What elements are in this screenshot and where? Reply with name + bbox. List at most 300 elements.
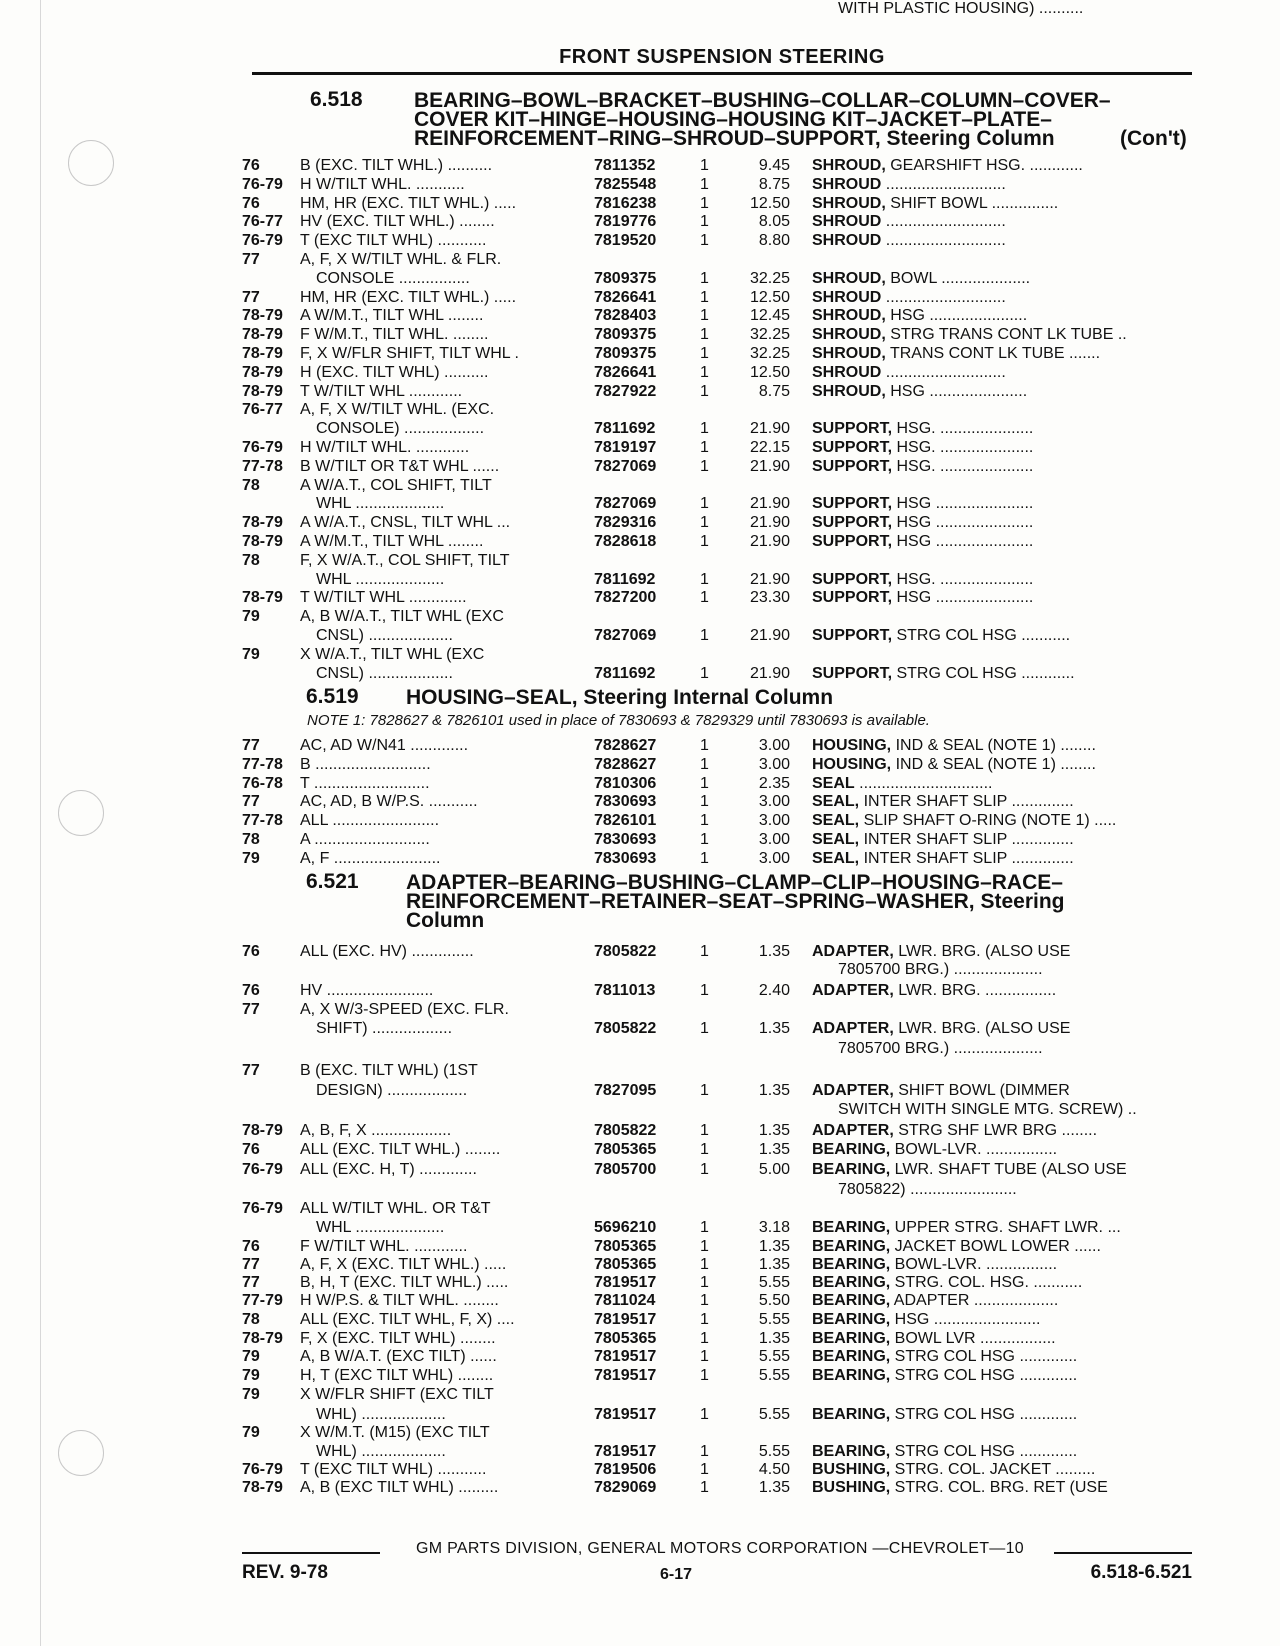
price: 12.50 <box>749 288 790 306</box>
part-row <box>242 756 1200 774</box>
part-detail: ........................... <box>881 175 1006 193</box>
part-name: BUSHING, <box>812 1479 891 1496</box>
price: 3.00 <box>758 793 790 811</box>
part-name: BEARING, <box>812 1292 891 1309</box>
description <box>812 1330 1200 1348</box>
price: 3.00 <box>758 831 790 848</box>
model-year: 78 <box>242 831 260 848</box>
quantity: 1 <box>700 514 709 532</box>
part-number: 7809375 <box>594 326 657 344</box>
part-detail: LWR. BRG. ................ <box>893 982 1057 999</box>
part-name: SEAL, <box>812 812 860 830</box>
part-row <box>242 812 1200 830</box>
price: 1.35 <box>758 1141 790 1158</box>
quantity: 1 <box>700 1219 709 1236</box>
part-name: BEARING, <box>812 1406 891 1423</box>
description <box>812 1443 1200 1461</box>
part-row <box>242 1161 1200 1179</box>
application: ALL W/TILT WHL. OR T&T <box>300 1200 491 1217</box>
part-name: SUPPORT, <box>812 664 893 682</box>
footer-section-range: 6.518-6.521 <box>1090 1562 1192 1583</box>
quantity: 1 <box>700 1082 709 1099</box>
description <box>812 756 1200 774</box>
application: WHL) ................... <box>316 1406 446 1423</box>
part-number: 7819517 <box>594 1274 657 1291</box>
page-header: FRONT SUSPENSION STEERING <box>559 46 885 68</box>
part-number: 7805365 <box>594 1238 657 1255</box>
price: 21.90 <box>749 420 790 438</box>
part-number: 7825548 <box>594 175 657 193</box>
part-row <box>242 1200 1200 1218</box>
description <box>812 1479 1200 1497</box>
model-year: 77 <box>242 793 260 811</box>
part-detail: HSG ........................ <box>890 1311 1041 1328</box>
quantity: 1 <box>700 1367 709 1384</box>
part-number: 7805365 <box>594 1141 657 1158</box>
part-detail: STRG. COL. HSG. ........... <box>890 1274 1083 1291</box>
application: ALL (EXC. H, T) ............. <box>300 1161 477 1178</box>
part-detail: INTER SHAFT SLIP .............. <box>859 849 1074 867</box>
quantity: 1 <box>700 1443 709 1460</box>
part-detail: INTER SHAFT SLIP .............. <box>859 793 1074 811</box>
part-name: SHROUD, <box>812 307 886 325</box>
description <box>812 420 1200 438</box>
application: X W/A.T., TILT WHL (EXC <box>300 645 485 663</box>
quantity: 1 <box>700 175 709 193</box>
part-row <box>242 850 1200 868</box>
part-detail: STRG COL HSG ............ <box>892 664 1075 682</box>
description <box>812 439 1200 457</box>
part-number: 7827200 <box>594 589 657 607</box>
quantity: 1 <box>700 849 709 867</box>
description <box>812 627 1200 645</box>
model-year: 76-79 <box>242 439 283 456</box>
quantity: 1 <box>700 363 709 381</box>
part-name: SHROUD, <box>812 326 886 344</box>
quantity: 1 <box>700 288 709 306</box>
price: 1.35 <box>758 1330 790 1347</box>
part-row <box>242 1479 1200 1497</box>
description <box>812 364 1200 382</box>
description <box>812 1274 1200 1292</box>
part-row <box>242 420 1200 438</box>
quantity: 1 <box>700 1256 709 1273</box>
part-name: SHROUD <box>812 213 882 231</box>
punch-hole <box>58 790 104 836</box>
part-row <box>242 364 1200 382</box>
description <box>812 1256 1200 1274</box>
part-row <box>242 1330 1200 1348</box>
part-row <box>242 571 1200 589</box>
header-rule <box>252 72 1192 75</box>
part-name: SEAL, <box>812 849 860 867</box>
application: A, B (EXC TILT WHL) ......... <box>300 1479 499 1496</box>
description <box>812 1292 1200 1310</box>
application: CONSOLE ................ <box>316 269 470 287</box>
price: 5.00 <box>758 1161 790 1178</box>
application: WHL) ................... <box>316 1443 446 1460</box>
description <box>838 961 1200 979</box>
part-detail: HSG. ..................... <box>892 439 1034 456</box>
part-detail: HSG ...................... <box>885 382 1028 400</box>
section-title-line: BEARING–BOWL–BRACKET–BUSHING–COLLAR–COLUMN–COVER– <box>414 89 1111 112</box>
quantity: 1 <box>700 1020 709 1037</box>
model-year: 77 <box>242 251 260 268</box>
part-detail: LWR. BRG. (ALSO USE <box>893 943 1071 960</box>
description <box>812 1406 1200 1424</box>
part-row <box>242 589 1200 607</box>
part-number: 7826101 <box>594 812 657 830</box>
part-row <box>242 1062 1200 1080</box>
description <box>812 458 1200 476</box>
footer-publisher: GM PARTS DIVISION, GENERAL MOTORS CORPORATION —CHEVROLET—10 <box>415 1540 1025 1557</box>
model-year: 76 <box>242 943 260 960</box>
part-row <box>242 1082 1200 1100</box>
model-year: 76 <box>242 1141 260 1158</box>
section-number: 6.519 <box>306 685 359 708</box>
part-detail: SHIFT BOWL ............... <box>885 194 1059 212</box>
price: 2.40 <box>758 982 790 999</box>
quantity: 1 <box>700 1161 709 1178</box>
part-detail: HSG ...................... <box>892 514 1034 532</box>
model-year: 76-77 <box>242 213 283 231</box>
description <box>812 157 1200 175</box>
quantity: 1 <box>700 774 709 792</box>
part-name: SUPPORT, <box>812 533 893 550</box>
model-year: 78-79 <box>242 382 283 400</box>
quantity: 1 <box>700 793 709 811</box>
part-row <box>242 1001 1200 1019</box>
part-row <box>242 1040 1200 1058</box>
price: 1.35 <box>758 1479 790 1496</box>
description <box>812 943 1200 961</box>
application: A, B W/A.T., TILT WHL (EXC <box>300 608 504 626</box>
quantity: 1 <box>700 345 709 362</box>
model-year: 79 <box>242 645 260 663</box>
price: 8.80 <box>758 232 790 250</box>
footer-rule <box>242 1552 380 1554</box>
model-year: 78-79 <box>242 345 283 362</box>
quantity: 1 <box>700 982 709 999</box>
description <box>812 495 1200 513</box>
quantity: 1 <box>700 1348 709 1365</box>
part-row <box>242 307 1200 325</box>
part-row <box>242 195 1200 213</box>
description <box>812 1020 1200 1038</box>
part-row <box>242 1122 1200 1140</box>
part-detail: INTER SHAFT SLIP .............. <box>859 831 1074 848</box>
quantity: 1 <box>700 1238 709 1255</box>
part-row <box>242 793 1200 811</box>
model-year: 79 <box>242 608 260 626</box>
part-row <box>242 1141 1200 1159</box>
part-number: 7811352 <box>594 157 656 174</box>
application: B (EXC. TILT WHL.) .......... <box>300 157 493 174</box>
part-detail: BOWL-LVR. ................ <box>890 1256 1058 1273</box>
description <box>812 383 1200 401</box>
price: 1.35 <box>758 1256 790 1273</box>
model-year: 79 <box>242 849 260 867</box>
part-row <box>242 1292 1200 1310</box>
part-number: 7819517 <box>594 1367 657 1384</box>
part-number: 7819517 <box>594 1443 657 1460</box>
description <box>812 289 1200 307</box>
part-number: 7811013 <box>594 982 656 999</box>
part-name: SUPPORT, <box>812 589 893 607</box>
application: X W/M.T. (M15) (EXC TILT <box>300 1424 490 1441</box>
description <box>812 775 1200 793</box>
part-detail: IND & SEAL (NOTE 1) ........ <box>891 737 1096 754</box>
part-row <box>242 495 1200 513</box>
description <box>838 1101 1200 1119</box>
description <box>812 533 1200 551</box>
description <box>838 0 1200 18</box>
part-name: HOUSING, <box>812 737 892 754</box>
model-year: 78-79 <box>242 533 283 550</box>
quantity: 1 <box>700 589 709 607</box>
part-name: BEARING, <box>812 1219 891 1236</box>
part-number: 7827069 <box>594 627 657 644</box>
application: F W/TILT WHL. ............ <box>300 1238 468 1255</box>
part-row <box>242 1219 1200 1237</box>
part-name: SHROUD <box>812 288 882 306</box>
model-year: 77 <box>242 1001 260 1018</box>
price: 21.90 <box>749 533 790 550</box>
part-detail: BOWL LVR ................. <box>890 1330 1056 1347</box>
part-name: ADAPTER, <box>812 982 894 999</box>
price: 22.15 <box>749 439 790 456</box>
part-row <box>242 737 1200 755</box>
part-detail: 7805700 BRG.) .................... <box>838 1040 1043 1057</box>
application: ALL (EXC. TILT WHL, F, X) .... <box>300 1311 515 1328</box>
part-name: SEAL, <box>812 793 860 811</box>
quantity: 1 <box>700 533 709 550</box>
application: H W/TILT WHL. ............ <box>300 439 470 456</box>
quantity: 1 <box>700 495 709 513</box>
application: A W/A.T., CNSL, TILT WHL ... <box>300 514 511 532</box>
price: 5.55 <box>758 1274 790 1291</box>
description <box>812 812 1200 830</box>
model-year: 76-79 <box>242 175 283 193</box>
description <box>812 345 1200 363</box>
part-name: SUPPORT, <box>812 420 893 438</box>
part-detail: UPPER STRG. SHAFT LWR. ... <box>890 1219 1121 1236</box>
application: DESIGN) .................. <box>316 1082 468 1099</box>
part-detail: ........................... <box>881 363 1006 381</box>
part-name: BUSHING, <box>812 1461 891 1478</box>
part-number: 7805822 <box>594 943 657 960</box>
part-name: BEARING, <box>812 1367 891 1384</box>
part-detail: ADAPTER ................... <box>890 1292 1059 1309</box>
quantity: 1 <box>700 194 709 212</box>
part-number: 7819517 <box>594 1348 657 1365</box>
part-number: 7819517 <box>594 1406 657 1423</box>
part-row <box>242 157 1200 175</box>
description <box>812 232 1200 250</box>
price: 3.00 <box>758 755 790 773</box>
part-number: 7827095 <box>594 1082 657 1099</box>
part-row <box>242 1020 1200 1038</box>
description <box>812 195 1200 213</box>
part-detail: 7805700 BRG.) .................... <box>838 961 1043 978</box>
application: ALL (EXC. TILT WHL.) ........ <box>300 1141 501 1158</box>
part-name: BEARING, <box>812 1161 891 1178</box>
part-detail: SLIP SHAFT O-RING (NOTE 1) ..... <box>859 812 1117 830</box>
part-detail: SWITCH WITH SINGLE MTG. SCREW) .. <box>838 1101 1137 1118</box>
application: A W/A.T., COL SHIFT, TILT <box>300 476 492 494</box>
part-name: BEARING, <box>812 1443 891 1460</box>
part-row <box>242 458 1200 476</box>
part-name: SUPPORT, <box>812 570 893 588</box>
part-number: 7827922 <box>594 382 657 400</box>
application: B (EXC. TILT WHL) (1ST <box>300 1062 478 1079</box>
price: 4.50 <box>758 1461 790 1478</box>
part-name: BEARING, <box>812 1348 891 1365</box>
part-detail: STRG COL HSG ........... <box>892 627 1071 644</box>
price: 21.90 <box>749 664 790 682</box>
part-row <box>242 1443 1200 1461</box>
price: 3.00 <box>758 812 790 830</box>
application: T (EXC TILT WHL) ........... <box>300 232 487 250</box>
quantity: 1 <box>700 269 709 287</box>
part-number: 7819197 <box>594 439 657 456</box>
quantity: 1 <box>700 627 709 644</box>
quantity: 1 <box>700 1479 709 1496</box>
price: 2.35 <box>758 774 790 792</box>
part-detail: STRG. COL. BRG. RET (USE <box>890 1479 1108 1496</box>
price: 5.55 <box>758 1443 790 1460</box>
part-number: 7830693 <box>594 849 657 867</box>
quantity: 1 <box>700 307 709 325</box>
part-detail: LWR. SHAFT TUBE (ALSO USE <box>890 1161 1127 1178</box>
price: 1.35 <box>758 1122 790 1139</box>
quantity: 1 <box>700 570 709 588</box>
description <box>812 589 1200 607</box>
part-name: BEARING, <box>812 1311 891 1328</box>
application: H, T (EXC TILT WHL) ........ <box>300 1367 494 1384</box>
part-detail: TRANS CONT LK TUBE ....... <box>885 345 1101 362</box>
part-name: SHROUD <box>812 175 882 193</box>
price: 5.55 <box>758 1406 790 1423</box>
part-detail: JACKET BOWL LOWER ...... <box>890 1238 1101 1255</box>
part-row <box>242 270 1200 288</box>
model-year: 77 <box>242 288 260 306</box>
part-number: 7811692 <box>594 570 656 588</box>
part-number: 7816238 <box>594 194 657 212</box>
quantity: 1 <box>700 1330 709 1347</box>
part-row <box>242 1424 1200 1442</box>
price: 1.35 <box>758 1020 790 1037</box>
part-number: 7819506 <box>594 1461 657 1478</box>
part-number: 7829316 <box>594 514 657 532</box>
description <box>812 1219 1200 1237</box>
part-name: BEARING, <box>812 1141 891 1158</box>
application: CNSL) ................... <box>316 627 453 644</box>
part-row <box>242 665 1200 683</box>
part-name: SUPPORT, <box>812 439 893 456</box>
part-number: 7805700 <box>594 1161 657 1178</box>
description <box>812 793 1200 811</box>
part-detail: LWR. BRG. (ALSO USE <box>893 1020 1071 1037</box>
application: T W/TILT WHL ............ <box>300 382 463 400</box>
model-year: 76 <box>242 1238 260 1255</box>
application: HM, HR (EXC. TILT WHL.) ..... <box>300 288 517 306</box>
model-year: 78-79 <box>242 1122 283 1139</box>
quantity: 1 <box>700 457 709 475</box>
application: A, X W/3-SPEED (EXC. FLR. <box>300 1001 509 1018</box>
quantity: 1 <box>700 664 709 682</box>
quantity: 1 <box>700 213 709 231</box>
model-year: 77-78 <box>242 457 283 475</box>
model-year: 78 <box>242 476 260 494</box>
price: 5.55 <box>758 1348 790 1365</box>
part-row <box>242 326 1200 344</box>
section-title-line: COVER KIT–HINGE–HOUSING–HOUSING KIT–JACKET–PLATE– <box>414 108 1052 131</box>
page-edge <box>40 0 41 1646</box>
model-year: 77 <box>242 1256 260 1273</box>
model-year: 76-79 <box>242 1200 283 1217</box>
application: SHIFT) .................. <box>316 1020 453 1037</box>
part-row <box>242 401 1200 419</box>
section-number: 6.518 <box>310 88 363 111</box>
model-year: 78-79 <box>242 514 283 532</box>
price: 32.25 <box>749 326 790 344</box>
part-row <box>242 0 1200 18</box>
part-row <box>242 289 1200 307</box>
application: ALL ........................ <box>300 812 440 830</box>
part-detail: GEARSHIFT HSG. ............ <box>885 157 1083 174</box>
part-name: BEARING, <box>812 1238 891 1255</box>
application: HV (EXC. TILT WHL.) ........ <box>300 213 495 231</box>
part-detail: HSG. ..................... <box>892 420 1034 438</box>
price: 1.35 <box>758 1238 790 1255</box>
model-year: 76-79 <box>242 1161 283 1178</box>
quantity: 1 <box>700 326 709 344</box>
part-row <box>242 1386 1200 1404</box>
part-detail: ........................... <box>881 213 1006 231</box>
part-name: SUPPORT, <box>812 457 893 475</box>
part-detail: HSG ...................... <box>892 589 1034 607</box>
part-row <box>242 982 1200 1000</box>
price: 32.25 <box>749 269 790 287</box>
quantity: 1 <box>700 157 709 174</box>
section-number: 6.521 <box>306 870 359 893</box>
description <box>812 982 1200 1000</box>
part-number: 7819776 <box>594 213 657 231</box>
model-year: 78-79 <box>242 363 283 381</box>
part-row <box>242 439 1200 457</box>
punch-hole <box>68 140 114 186</box>
part-detail: STRG COL HSG ............. <box>890 1348 1078 1365</box>
quantity: 1 <box>700 831 709 848</box>
model-year: 76-79 <box>242 232 283 250</box>
part-number: 7827069 <box>594 457 657 475</box>
price: 23.30 <box>749 589 790 607</box>
description <box>812 326 1200 344</box>
application: A, F ........................ <box>300 849 441 867</box>
part-row <box>242 232 1200 250</box>
model-year: 78-79 <box>242 589 283 607</box>
application: F W/M.T., TILT WHL. ........ <box>300 326 489 344</box>
application: AC, AD, B W/P.S. ........... <box>300 793 478 811</box>
description <box>838 1040 1200 1058</box>
part-number: 7819517 <box>594 1311 657 1328</box>
part-number: 7826641 <box>594 363 657 381</box>
application: H (EXC. TILT WHL) .......... <box>300 363 489 381</box>
price: 1.35 <box>758 1082 790 1099</box>
price: 9.45 <box>758 157 790 174</box>
part-name: SUPPORT, <box>812 514 893 532</box>
